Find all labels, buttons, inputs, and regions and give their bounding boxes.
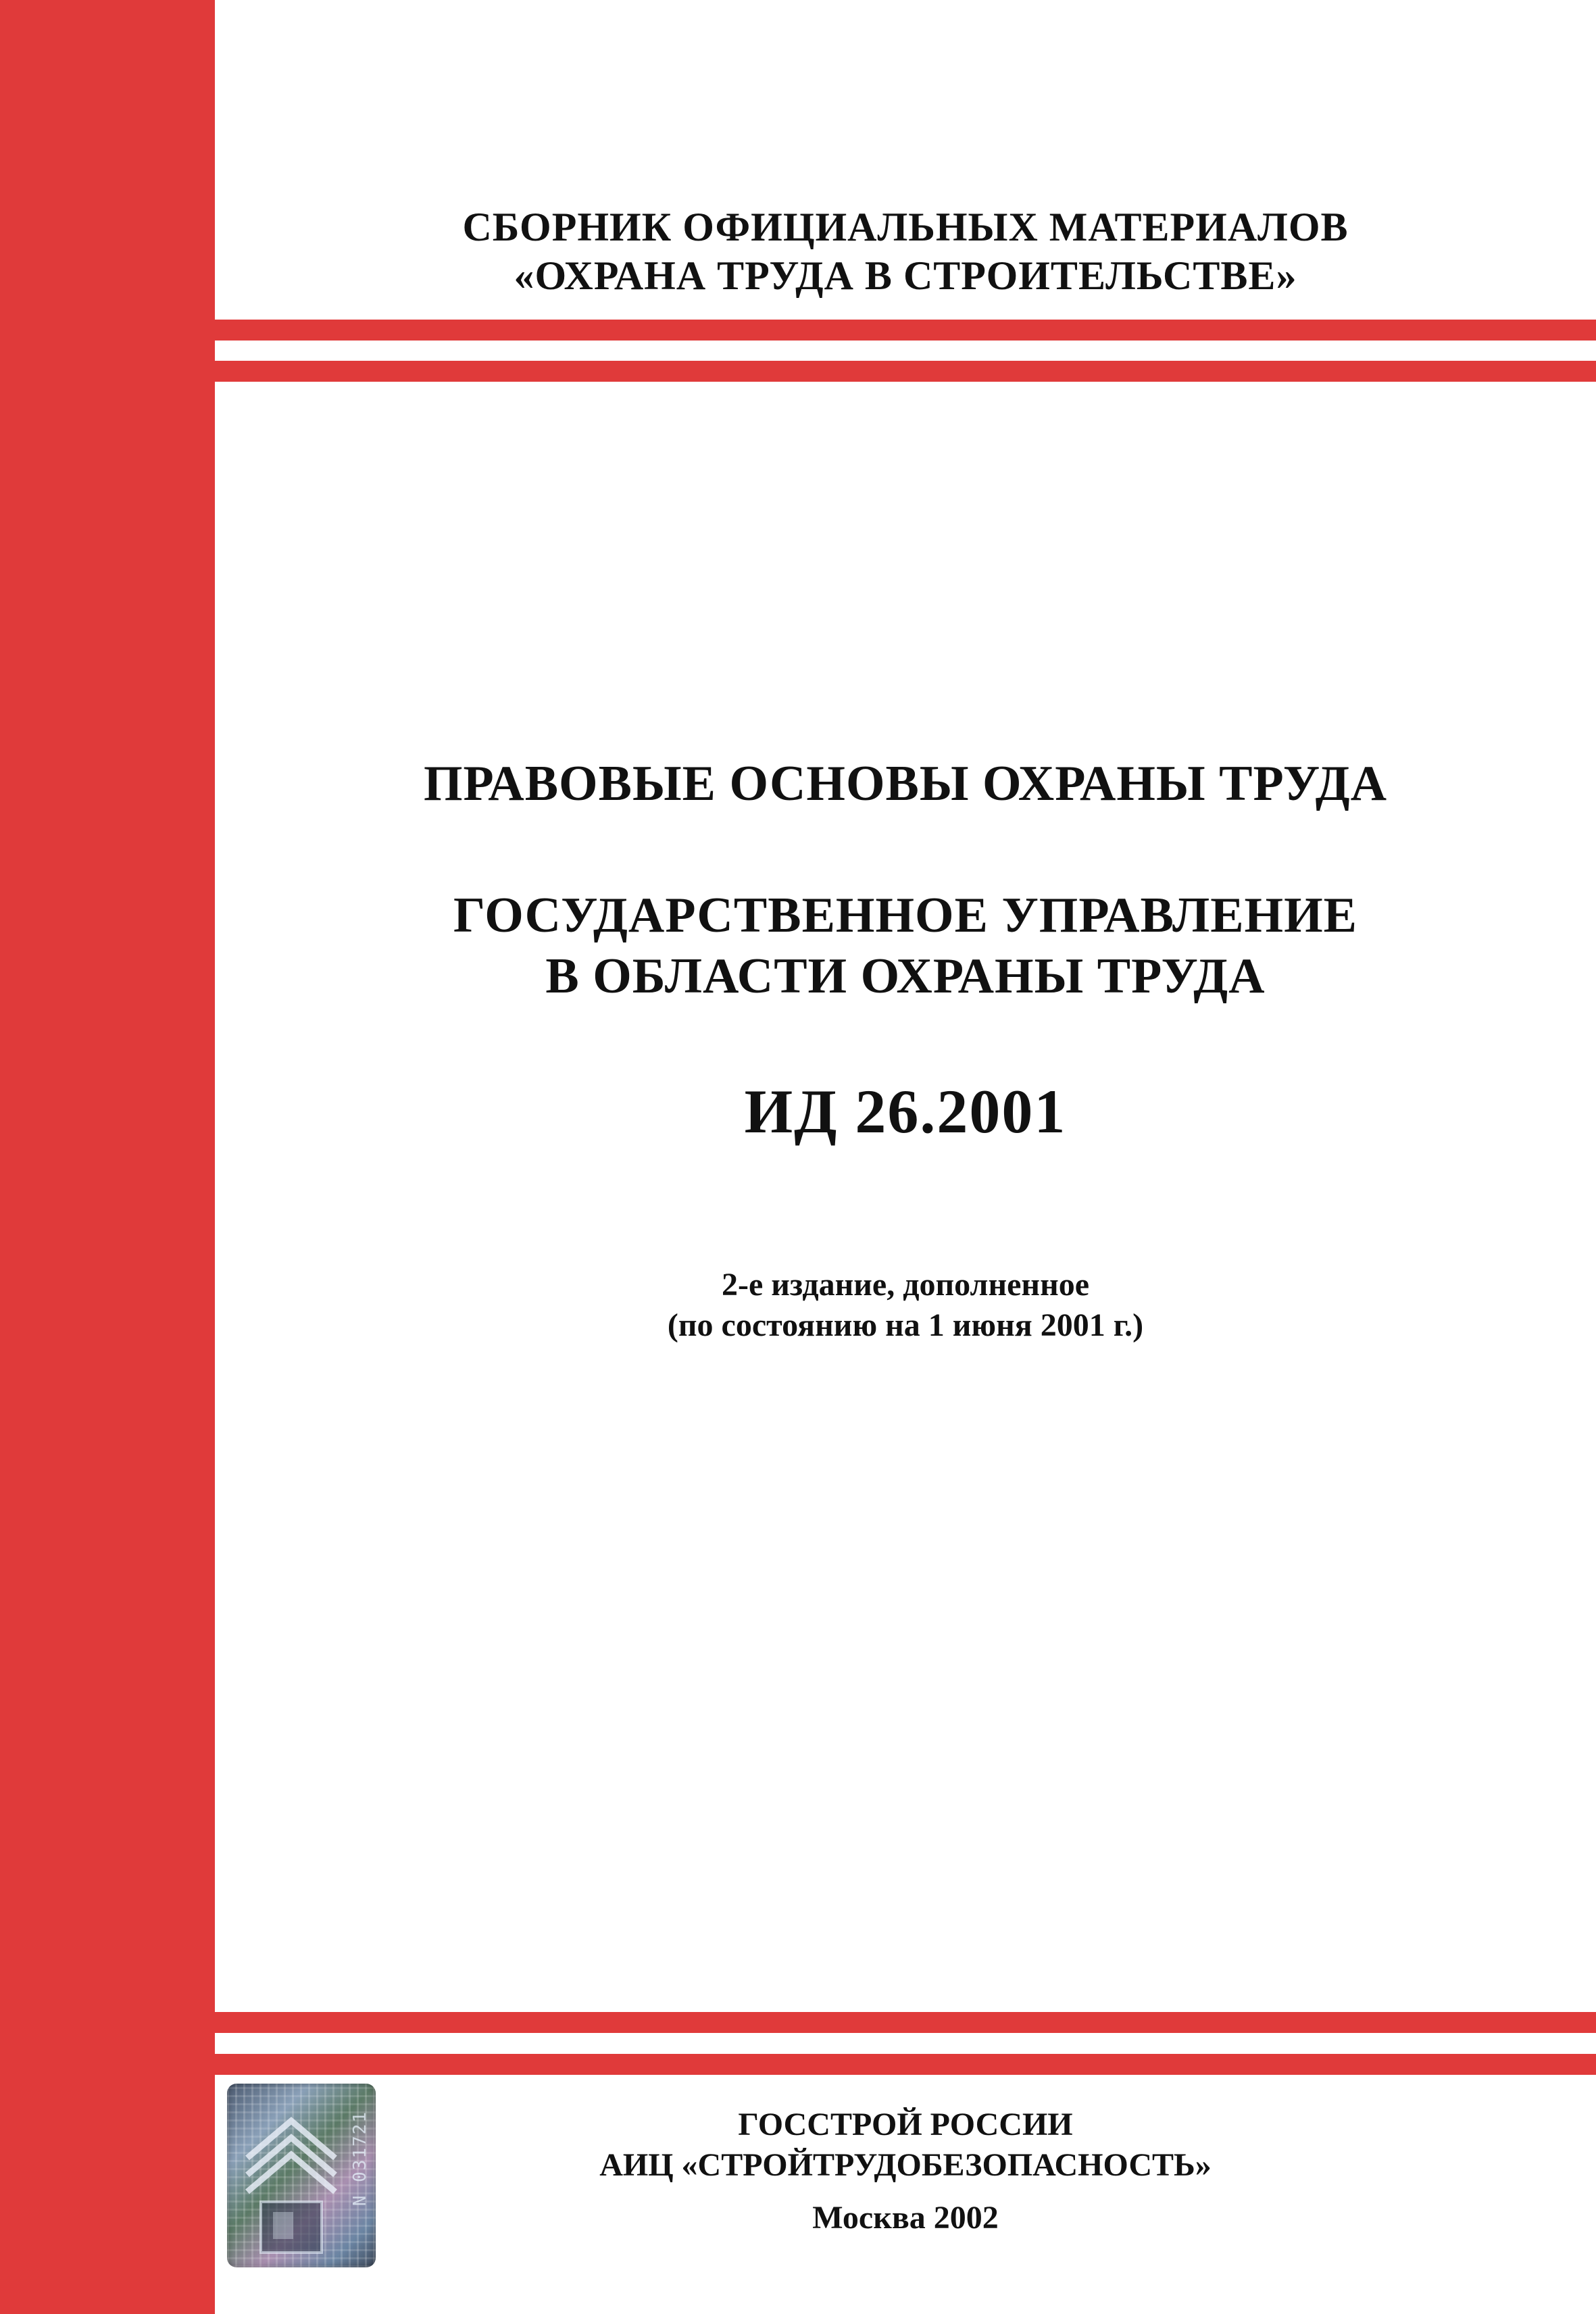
hologram-serial: N 031721: [350, 2111, 370, 2207]
publisher-block: [215, 2105, 1596, 2238]
main-title: ПРАВОВЫЕ ОСНОВЫ ОХРАНЫ ТРУДА: [423, 756, 1388, 811]
edition-line-2: (по состоянию на 1 июня 2001 г.): [667, 1307, 1144, 1343]
edition-info: [215, 1265, 1596, 1346]
series-title: [215, 203, 1596, 300]
publisher-line-2: АИЦ «СТРОЙТРУДОБЕЗОПАСНОСТЬ»: [599, 2147, 1212, 2183]
series-line-2: «ОХРАНА ТРУДА В СТРОИТЕЛЬСТВЕ»: [514, 253, 1297, 298]
subtitle-line-2: В ОБЛАСТИ ОХРАНЫ ТРУДА: [545, 949, 1266, 1004]
series-line-1: СБОРНИК ОФИЦИАЛЬНЫХ МАТЕРИАЛОВ: [462, 205, 1349, 249]
bottom-stripe-2: [215, 2054, 1596, 2075]
publisher-line-1: ГОССТРОЙ РОССИИ: [738, 2107, 1073, 2142]
top-stripe-1: [215, 320, 1596, 341]
edition-line-1: 2-е издание, дополненное: [721, 1267, 1090, 1303]
subtitle: [215, 885, 1596, 1007]
top-stripe-2: [215, 361, 1596, 382]
subtitle-line-1: ГОСУДАРСТВЕННОЕ УПРАВЛЕНИЕ: [453, 888, 1358, 943]
publisher-city-year: Москва 2002: [812, 2200, 999, 2236]
document-code: ИД 26.2001: [744, 1077, 1067, 1146]
bottom-stripe-1: [215, 2012, 1596, 2033]
red-side-band: [0, 0, 215, 2314]
